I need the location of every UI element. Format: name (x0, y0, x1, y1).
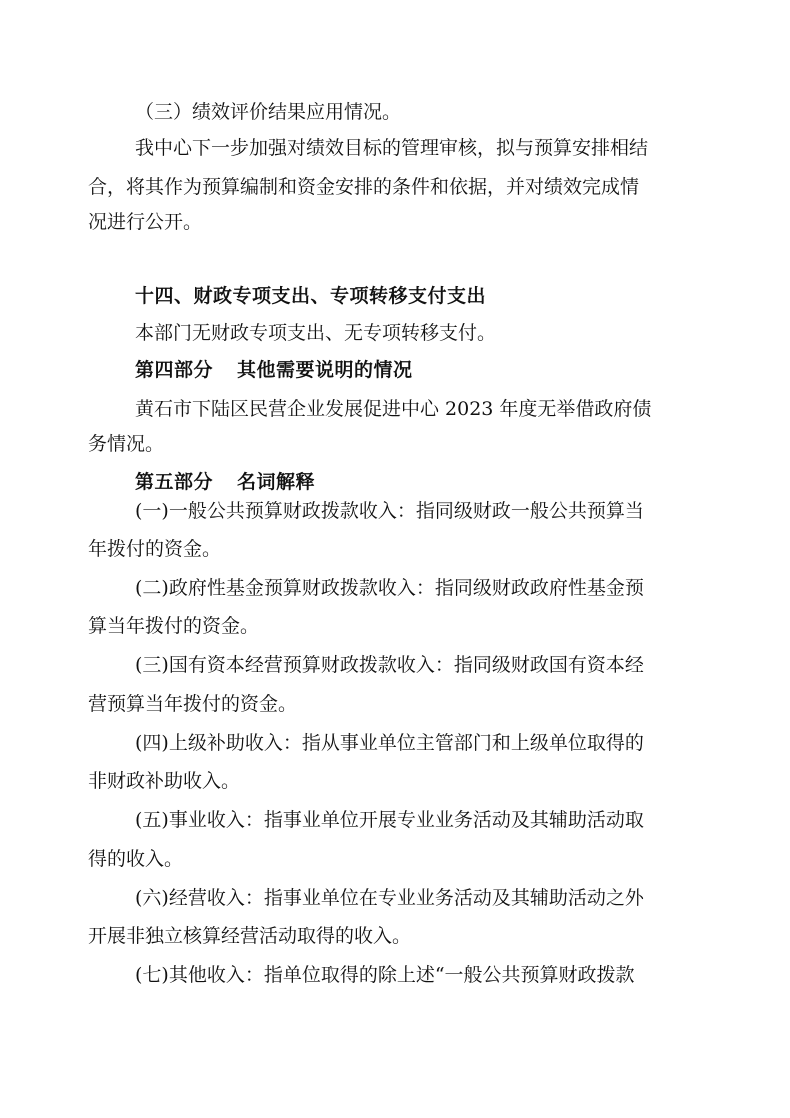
glossary-item-line: (四)上级补助收入：指从事业单位主管部门和上级单位取得的 (135, 732, 644, 754)
glossary-item-line: 算当年拨付的资金。 (88, 615, 260, 637)
glossary-item-line: (六)经营收入：指事业单位在专业业务活动及其辅助活动之外 (135, 887, 644, 909)
paragraph-line: 黄石市下陆区民营企业发展促进中心 2023 年度无举借政府债 (135, 398, 652, 420)
glossary-item-line: (二)政府性基金预算财政拨款收入：指同级财政政府性基金预 (135, 577, 644, 599)
part-five-label: 第五部分 (135, 471, 214, 493)
glossary-item-line: (三)国有资本经营预算财政拨款收入：指同级财政国有资本经 (135, 654, 644, 676)
section-heading-special-expenditure: 十四、财政专项支出、专项转移支付支出 (135, 285, 487, 307)
paragraph-line: 本部门无财政专项支出、无专项转移支付。 (135, 322, 497, 344)
glossary-item-line: 年拨付的资金。 (88, 538, 222, 560)
paragraph-line: 合，将其作为预算编制和资金安排的条件和依据，并对绩效完成情 (88, 176, 640, 198)
glossary-item-line: 得的收入。 (88, 848, 184, 870)
glossary-item-line: 非财政补助收入。 (88, 770, 241, 792)
glossary-item-line: (一)一般公共预算财政拨款收入：指同级财政一般公共预算当 (135, 500, 644, 522)
paragraph-line: 我中心下一步加强对绩效目标的管理审核，拟与预算安排相结 (135, 137, 649, 159)
part-four-label: 第四部分 (135, 359, 214, 381)
part-five-title: 名词解释 (237, 471, 316, 493)
glossary-item-line: 营预算当年拨付的资金。 (88, 693, 298, 715)
paragraph-line: 况进行公开。 (88, 211, 203, 233)
part-five-heading (0, 470, 790, 494)
glossary-item-line: 开展非独立核算经营活动取得的收入。 (88, 925, 412, 947)
glossary-item-line: (七)其他收入：指单位取得的除上述“一般公共预算财政拨款 (135, 964, 635, 986)
part-four-heading (0, 358, 790, 382)
paragraph-line: 务情况。 (88, 433, 165, 455)
part-four-title: 其他需要说明的情况 (237, 359, 413, 381)
section-heading-performance-application: （三）绩效评价结果应用情况。 (135, 101, 402, 123)
glossary-item-line: (五)事业收入：指事业单位开展专业业务活动及其辅助活动取 (135, 809, 644, 831)
